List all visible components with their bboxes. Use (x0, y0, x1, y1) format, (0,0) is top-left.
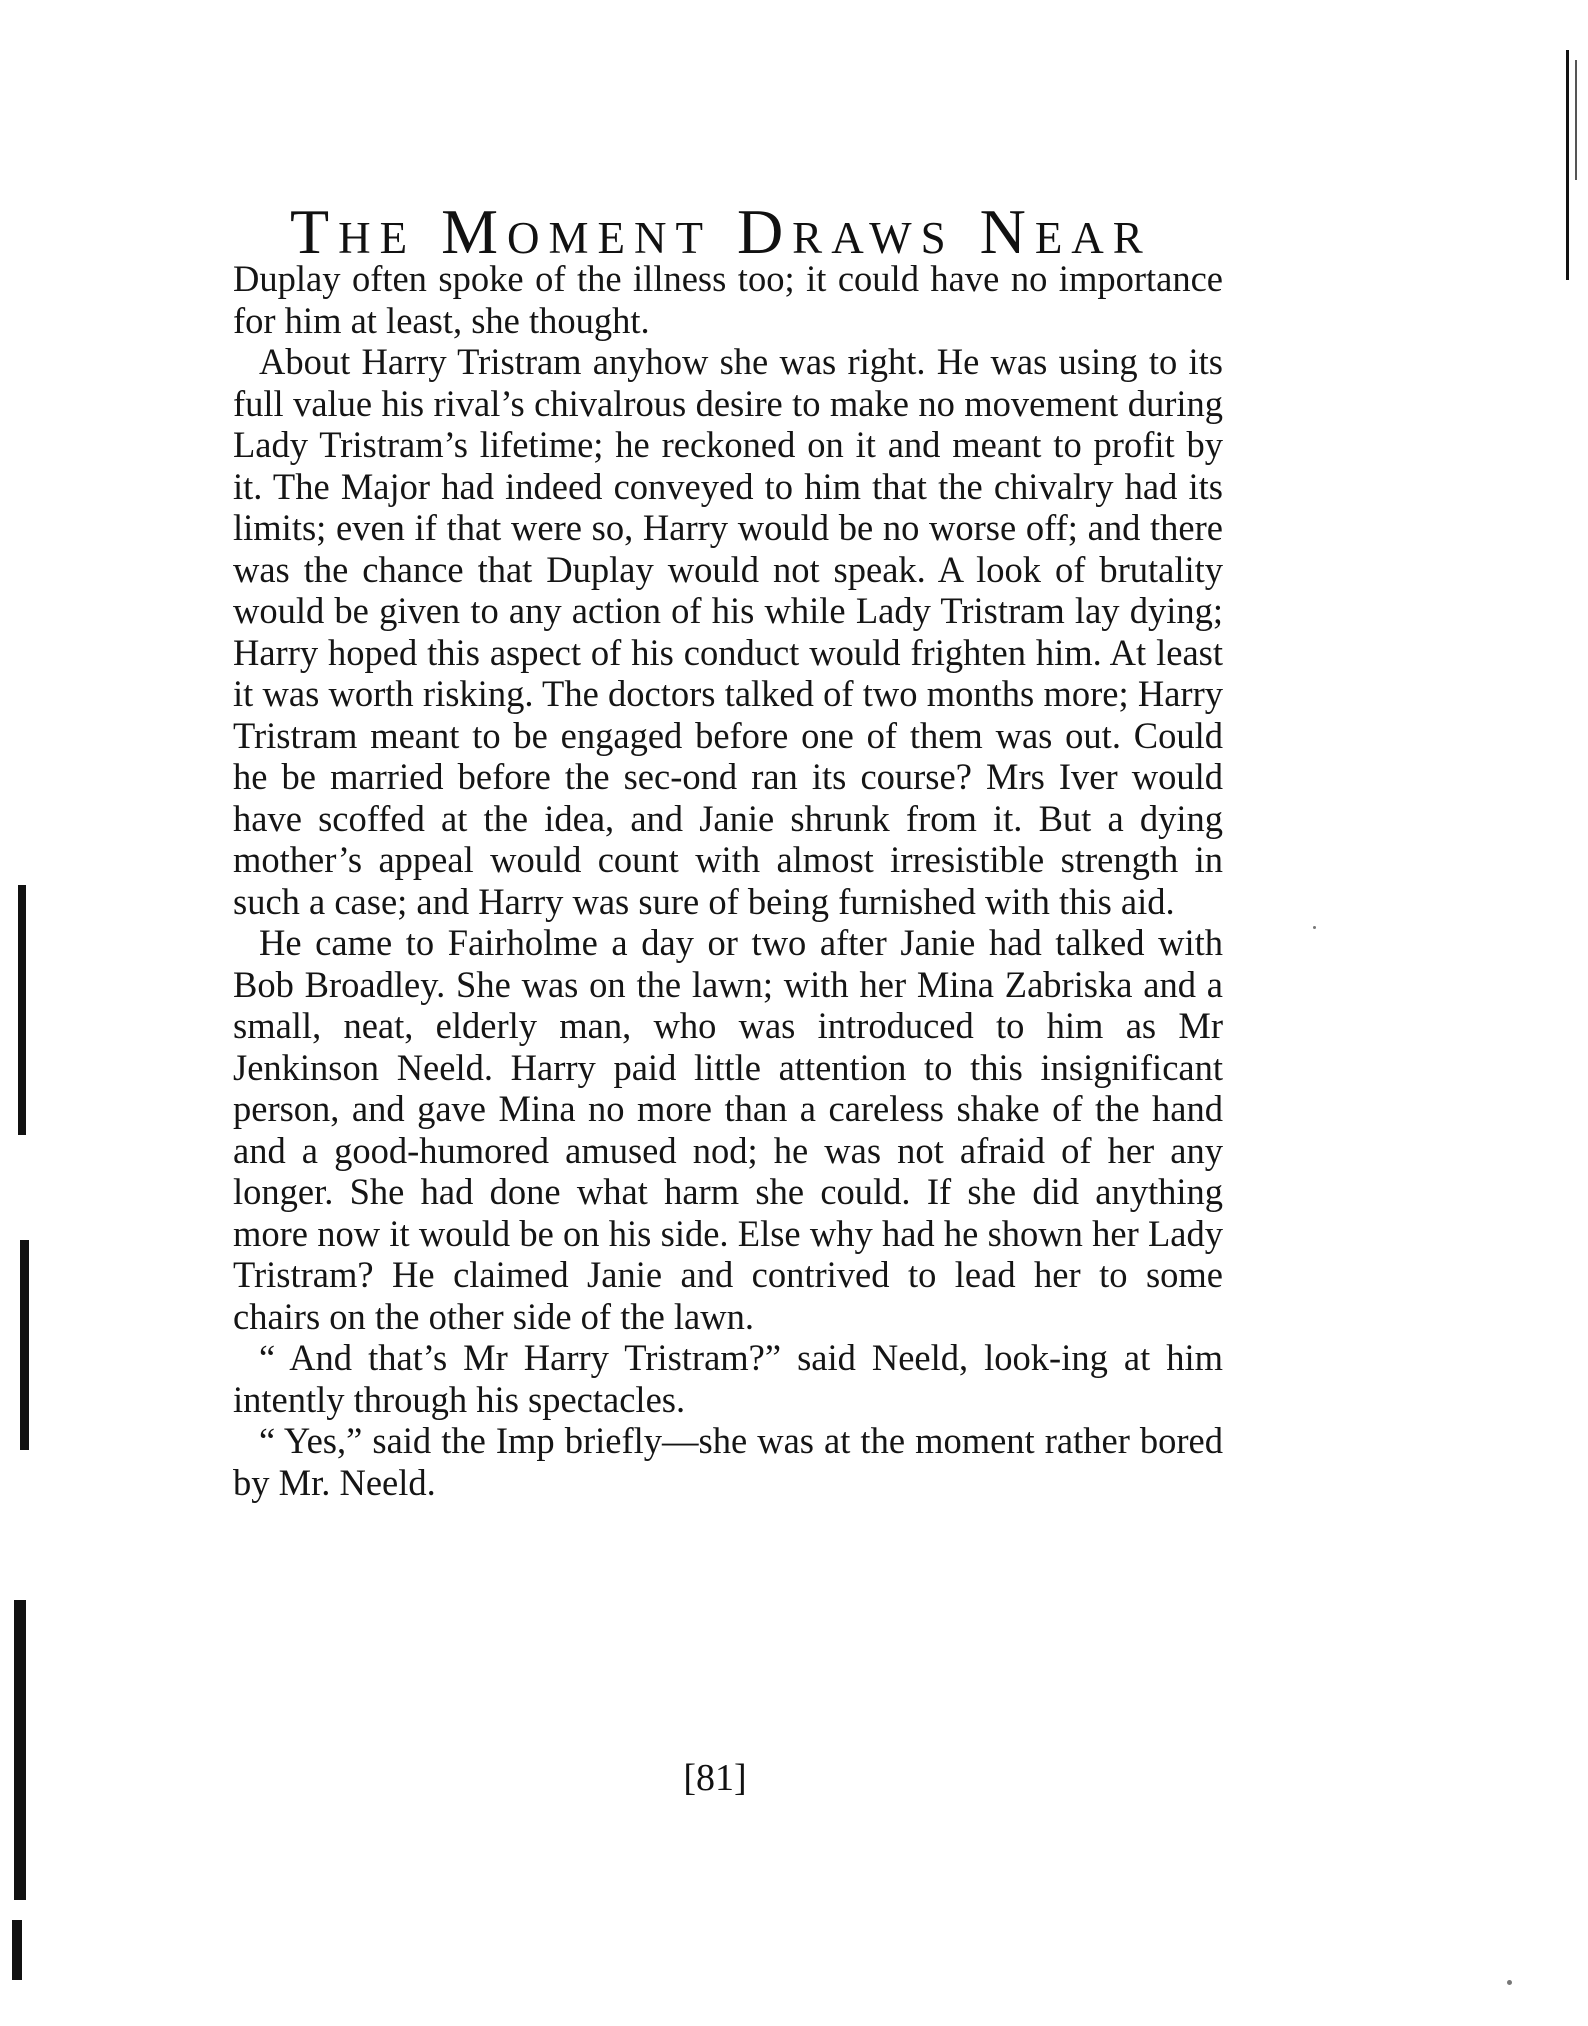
page-number: [81] (683, 1757, 747, 1799)
paragraph: He came to Fairholme a day or two after Janie had talked with Bob Broadley. She was on the lawn; with her Mina Zabriska and a small, neat, elderly man, who was introduced to him as Mr Jenkinson Neeld. Harry paid little attention to this insignificant person, and gave Mina no more than a careless shake of the hand and a good-humored amused nod; he was not afraid of her any longer. She had done what harm she could. If she did anything more now it would be on his side. Else why had he shown her Lady Tristram? He claimed Janie and contrived to lead her to some chairs on the other side of the lawn. (233, 922, 1223, 1337)
paragraph: “ Yes,” said the Imp briefly—she was at the moment rather bored by Mr. Neeld. (233, 1420, 1223, 1503)
paragraph: “ And that’s Mr Harry Tristram?” said Neeld, look-ing at him intently through his spectacles. (233, 1337, 1223, 1420)
scan-edge-mark (18, 885, 26, 1135)
paragraph: About Harry Tristram anyhow she was right. He was using to its full value his rival’s chivalrous desire to make no movement during Lady Tristram’s lifetime; he reckoned on it and meant to profit by it. The Major had indeed conveyed to him that the chivalry had its limits; even if that were so, Harry would be no worse off; and there was the chance that Duplay would not speak. A look of brutality would be given to any action of his while Lady Tristram lay dying; Harry hoped this aspect of his conduct would frighten him. At least it was worth risking. The doctors talked of two months more; Harry Tristram meant to be engaged before one of them was out. Could he be married before the sec-ond ran its course? Mrs Iver would have scoffed at the idea, and Janie shrunk from it. But a dying mother’s appeal would count with almost irresistible strength in such a case; and Harry was sure of being furnished with this aid. (233, 341, 1223, 922)
scan-speck (1507, 1980, 1512, 1985)
body-text (233, 258, 1223, 1503)
running-head: The Moment Draws Near (290, 196, 1152, 267)
scan-edge-mark (1575, 60, 1577, 180)
scan-edge-mark (20, 1240, 29, 1450)
scan-edge-mark (1566, 50, 1569, 280)
scan-edge-mark (14, 1600, 26, 1900)
scan-edge-mark (12, 1920, 22, 1980)
paragraph: Duplay often spoke of the illness too; it could have no importance for him at least, she thought. (233, 258, 1223, 341)
scan-speck (1313, 926, 1316, 929)
